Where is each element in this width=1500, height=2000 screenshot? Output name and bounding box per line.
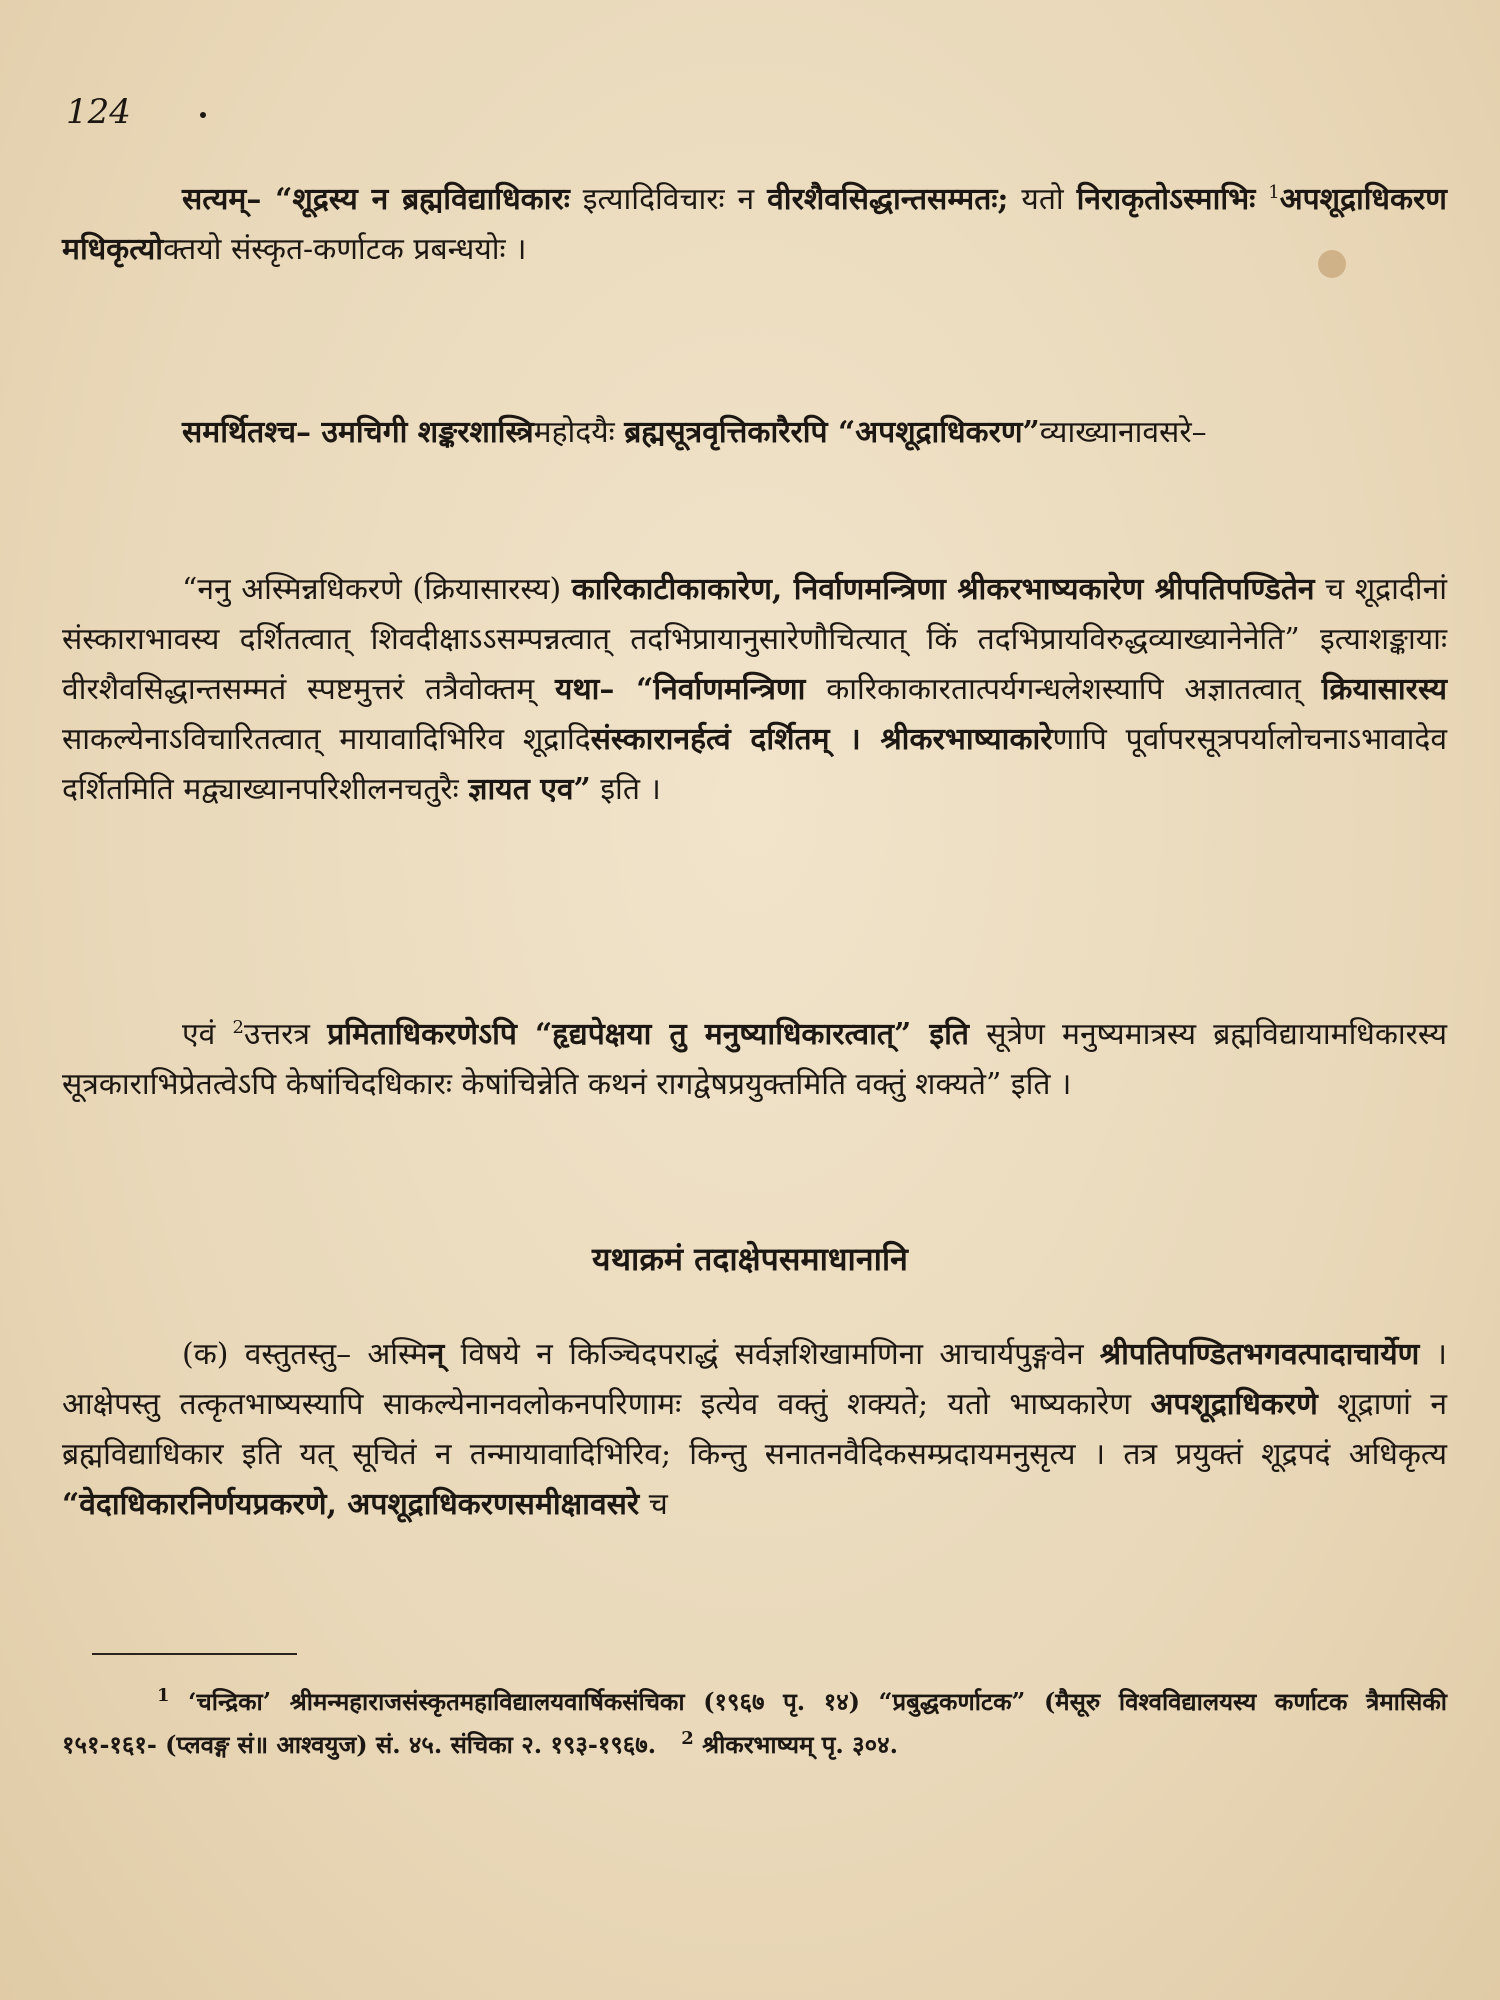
paragraph-5 — [62, 1330, 1447, 1530]
section-heading: यथाक्रमं तदाक्षेपसमाधानानि — [592, 1240, 908, 1278]
footnote-2-text: श्रीकरभाष्यम् पृ. ३०४. — [702, 1730, 898, 1759]
p3-b1: कारिकाटीकाकारेण, निर्वाणमन्त्रिणा श्रीकरभाष्यकारेण श्रीपतिपण्डितेन — [571, 572, 1315, 607]
p5-t5: च — [639, 1487, 668, 1522]
p1-bold3: निराकृतोऽस्माभिः — [1076, 182, 1256, 217]
p2-tail: व्याख्यानावसरे– — [1039, 415, 1207, 450]
p5-b2: श्रीपतिपण्डितभगवत्पादाचार्येण — [1099, 1337, 1420, 1372]
p1-bold2: वीरशैवसिद्धान्तसम्मतः; — [767, 182, 1009, 217]
p2-middle: महोदयैः — [533, 415, 625, 450]
p4-t1: एवं — [182, 1017, 233, 1052]
p5-b1: न् — [427, 1337, 445, 1372]
p1-bold4: अपशूद्राधिकरण मधिकृत्यो — [62, 182, 1447, 267]
p4-t2: उत्तरत्र — [243, 1017, 328, 1052]
p3-t6: इति । — [590, 772, 661, 807]
p5-t3: । आक्षेपस्तु तत्कृतभाष्यस्यापि साकल्येनानवलोकनपरिणामः इत्येव वक्तुं शक्यते; यतो भाष्यकारेण — [62, 1337, 1448, 1422]
paragraph-3 — [62, 565, 1447, 815]
p2-lead: समर्थितश्च– उमचिगी शङ्करशास्त्रि — [182, 415, 534, 450]
page-number: 124 — [66, 92, 131, 132]
footnotes — [62, 1680, 1447, 1766]
footnote-mark-1: 1 — [1268, 182, 1280, 203]
p3-b5: ज्ञायत एव” — [468, 772, 591, 807]
p4-b1: प्रमिताधिकरणेऽपि “हृद्यपेक्षया तु मनुष्याधिकारत्वात्” इति — [327, 1017, 970, 1052]
p5-t1: (क) वस्तुतस्तु– अस्मि — [182, 1337, 428, 1372]
p3-t4: साकल्येनाऽविचारितत्वात् मायावादिभिरिव शूद्रादि — [62, 722, 591, 757]
p5-t2: विषये न किञ्चिदपराद्धं सर्वज्ञशिखामणिना आचार्यपुङ्गवेन — [444, 1337, 1100, 1372]
p4-t3: सूत्रेण मनुष्यमात्रस्य ब्रह्मविद्यायामधिकारस्य सूत्रकाराभिप्रेतत्वेऽपि केषांचिदधिकारः केषांचिन्नेति कथनं रागद्वेषप्रयुक्तमिति वक्तुं शक्यते” इति । — [62, 1017, 1447, 1102]
p1-yato: यतो — [1008, 182, 1077, 217]
p3-t2: च शूद्रादीनां संस्काराभावस्य दर्शितत्वात् शिवदीक्षाऽऽसम्पन्नत्वात् तदभिप्रायानुसारेणौचित्यात् किं तदभिप्रायविरुद्धव्याख्यानेनेति” इत्याशङ्कायाः वीरशैवसिद्धान्तसम्मतं स्पष्टमुत्तरं तत्रैवोक्तम् — [62, 572, 1447, 707]
p5-b4: “वेदाधिकारनिर्णयप्रकरणे, अपशूद्राधिकरणसमीक्षावसरे — [62, 1487, 640, 1522]
p3-t5: णापि पूर्वापरसूत्रपर्यालोचनाऽभावादेव दर्शितमिति मद्व्याख्यानपरिशीलनचतुरैः — [62, 722, 1448, 807]
p3-t1: “ननु अस्मिन्नधिकरणे (क्रियासारस्य) — [182, 572, 572, 607]
paragraph-2 — [62, 408, 1447, 458]
p3-b4: संस्कारानर्हत्वं दर्शितम् । श्रीकरभाष्याकारे — [590, 722, 1053, 757]
p5-t4: शूद्राणां न ब्रह्मविद्याधिकार इति यत् सूचितं न तन्मायावादिभिरिव; किन्तु सनातनवैदिकसम्प्रदायमनुसृत्य । तत्र प्रयुक्तं शूद्रपदं अधिकृत्य — [62, 1387, 1447, 1472]
p3-b2: यथा– “निर्वाणमन्त्रिणा — [555, 672, 806, 707]
paragraph-1 — [62, 175, 1447, 275]
ink-dot — [200, 112, 206, 118]
footnote-divider — [92, 1653, 297, 1655]
p3-t3: कारिकाकारतात्पर्यगन्धलेशस्यापि अज्ञातत्वात् — [805, 672, 1322, 707]
paragraph-4 — [62, 1010, 1447, 1110]
p5-b3: अपशूद्राधिकरणे — [1150, 1387, 1318, 1422]
p1-tail: क्तयो संस्कृत-कर्णाटक प्रबन्धयोः । — [163, 232, 527, 267]
footnote-2-mark: 2 — [681, 1728, 694, 1749]
footnote-1-text: ‘चन्द्रिका’ श्रीमन्महाराजसंस्कृतमहाविद्यालयवार्षिकसंचिका (१९६७ पृ. १४) “प्रबुद्धकर्णाटक” (मैसूरु विश्वविद्यालयस्य कर्णाटक त्रैमासिकी १५१-१६१- (प्लवङ्ग सं॥ आश्वयुज) सं. ४५. संचिका २. १९३-१९६७. — [62, 1687, 1447, 1759]
footnote-1-mark: 1 — [157, 1685, 170, 1706]
p1-lead: सत्यम्– “शूद्रस्य न ब्रह्मविद्याधिकारः — [182, 182, 570, 217]
p3-b3: क्रियासारस्य — [1321, 672, 1448, 707]
p1-middle: इत्यादिविचारः न — [569, 182, 768, 217]
p2-bold2: ब्रह्मसूत्रवृत्तिकारैरपि “अपशूद्राधिकरण” — [624, 415, 1040, 450]
footnote-mark-2: 2 — [232, 1017, 244, 1038]
